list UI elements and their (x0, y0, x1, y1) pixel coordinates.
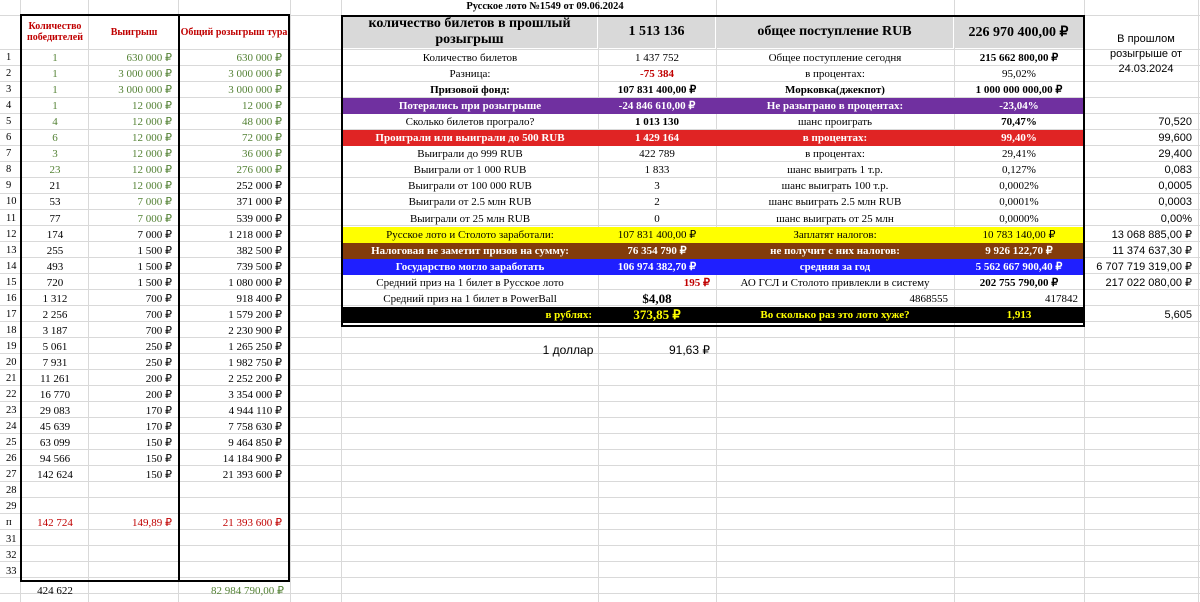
row-number: 31 (6, 533, 17, 545)
row-number: 28 (6, 485, 17, 497)
stat-label[interactable]: Выиграли от 100 000 RUB (408, 180, 532, 193)
stat-value-right[interactable]: 417842 (1045, 292, 1078, 305)
row-number: 9 (6, 180, 12, 192)
stat-label[interactable]: Сколько билетов програло? (405, 116, 535, 129)
header-value-total-income[interactable]: 226 970 400,00 ₽ (954, 16, 1084, 48)
cell-winners[interactable]: 1 (52, 100, 58, 113)
cell-prize[interactable]: 630 000 ₽ (126, 52, 172, 64)
stat-label-right[interactable]: Общее поступление сегодня (768, 52, 902, 64)
stat-label-right[interactable]: шанс выиграть 100 т.р. (781, 180, 889, 193)
cell-winners[interactable]: 1 312 (42, 292, 68, 305)
cell-winners[interactable]: 94 566 (39, 453, 71, 466)
cell-prize[interactable]: 12 000 ₽ (132, 180, 172, 193)
stat-value-right[interactable]: 0,0000% (999, 212, 1039, 225)
row-number: 29 (6, 501, 17, 513)
prev-draw-value[interactable]: 5,605 (1164, 308, 1192, 321)
cell-winners[interactable]: 23 (49, 164, 61, 177)
row-number: 8 (6, 164, 12, 176)
cell-total[interactable]: 1 579 200 ₽ (228, 308, 282, 321)
stat-value-right[interactable]: 9 926 122,70 ₽ (985, 244, 1053, 257)
stat-label[interactable]: Потерялись при розыгрыше (398, 100, 542, 113)
cell-winners[interactable]: 5 061 (42, 340, 68, 353)
stat-label-right[interactable]: шанс выиграть 1 т.р. (787, 164, 883, 177)
stat-value[interactable]: 107 831 400,00 ₽ (617, 228, 697, 241)
cell-total[interactable]: 21 393 600 ₽ (222, 469, 282, 482)
row-number: 2 (6, 68, 12, 80)
stat-label-right[interactable]: в процентах: (805, 68, 865, 81)
cell-winners[interactable]: 4 (52, 116, 58, 129)
cell-winners[interactable]: 11 261 (40, 373, 70, 385)
stat-label[interactable]: Выиграли от 25 млн RUB (409, 212, 531, 225)
row-number: 19 (6, 340, 17, 352)
cell-prize[interactable]: 200 ₽ (145, 389, 172, 402)
row-number: 20 (6, 356, 17, 368)
stat-value-right[interactable]: -23,04% (999, 100, 1039, 113)
stat-label-right[interactable]: АО ГСЛ и Столото привлекли в систему (740, 276, 930, 289)
cell-winners[interactable]: 174 (46, 228, 64, 241)
cell-prize[interactable]: 3 000 000 ₽ (118, 68, 172, 81)
stat-label[interactable]: Призовой фонд: (430, 84, 510, 97)
side-note-prev-draw: В прошлом розыгрыше от 24.03.2024 (1109, 33, 1182, 75)
stat-label[interactable]: Проиграли или выиграли до 500 RUB (375, 132, 565, 145)
stat-value-right[interactable]: 0,0001% (999, 196, 1039, 209)
cell-total[interactable]: 14 184 900 ₽ (222, 453, 282, 466)
cell-prize[interactable]: 200 ₽ (145, 373, 172, 385)
cell-total[interactable]: 12 000 ₽ (242, 100, 282, 113)
cell-prize[interactable]: 1 500 ₽ (137, 276, 172, 289)
stat-value-right[interactable]: 70,47% (1001, 116, 1037, 129)
cell-winners[interactable]: 1 (52, 84, 58, 97)
stat-label[interactable]: Выиграли от 2.5 млн RUB (408, 196, 532, 209)
prev-draw-value[interactable] (1084, 82, 1198, 98)
grid-vline (1198, 0, 1199, 602)
header-label-tickets-prev[interactable]: количество билетов в прошлый розыгрыш (342, 16, 598, 48)
cell-winners[interactable]: 142 724 (37, 517, 73, 530)
cell-total[interactable]: 1 982 750 ₽ (228, 356, 282, 369)
header-prize[interactable]: Выигрыш (110, 26, 158, 38)
prev-draw-value[interactable]: 0,00% (1160, 212, 1192, 225)
stat-value-right[interactable]: 1 000 000 000,00 ₽ (975, 84, 1063, 97)
stat-label-right[interactable]: шанс проиграть (797, 116, 873, 129)
row-number: 12 (6, 228, 17, 240)
row-number: 22 (6, 389, 17, 401)
row-number: 26 (6, 453, 17, 465)
cell-prize[interactable]: 7 000 ₽ (137, 228, 172, 241)
total-winners[interactable]: 424 622 (37, 585, 73, 597)
prev-draw-value[interactable] (1084, 98, 1198, 114)
stat-label-right[interactable]: в процентах: (802, 132, 868, 145)
stat-value[interactable]: 106 974 382,70 ₽ (617, 260, 697, 273)
cell-winners[interactable]: 7 931 (42, 356, 68, 369)
cell-winners[interactable]: 63 099 (39, 437, 71, 450)
stat-label-right[interactable]: не получит с них налогов: (770, 244, 900, 257)
cell-winners[interactable]: 2 256 (42, 308, 68, 321)
row-number: 16 (6, 292, 17, 304)
row-number: 13 (6, 244, 17, 256)
cell-winners[interactable]: 21 (49, 180, 61, 193)
stat-label-right[interactable]: средняя за год (799, 260, 871, 273)
cell-prize[interactable]: 150 ₽ (145, 469, 172, 482)
stat-value[interactable]: 1 429 164 (635, 132, 679, 145)
cell-total[interactable]: 4 944 110 ₽ (228, 405, 282, 418)
stat-label[interactable]: Выиграли от 1 000 RUB (413, 164, 527, 177)
cell-total[interactable]: 371 000 ₽ (236, 196, 282, 209)
cell-winners[interactable]: 1 (52, 52, 58, 64)
stat-value[interactable]: 76 354 790 ₽ (627, 244, 687, 257)
row-number: 1 (6, 52, 12, 63)
cell-total[interactable]: 276 000 ₽ (236, 164, 282, 177)
row-number: 15 (6, 276, 17, 288)
cell-total[interactable]: 7 758 630 ₽ (228, 421, 282, 434)
row-number: 24 (6, 421, 17, 433)
stat-value[interactable]: 373,85 ₽ (633, 306, 681, 322)
row-number: 10 (6, 196, 17, 208)
stat-value-right[interactable]: 10 783 140,00 ₽ (982, 228, 1056, 241)
prev-draw-value[interactable]: 0,083 (1164, 164, 1192, 177)
row-number: 18 (6, 324, 17, 336)
dollar-label: 1 доллар (542, 343, 594, 357)
cell-prize[interactable]: 150 ₽ (145, 437, 172, 450)
cell-winners[interactable]: 6 (52, 132, 58, 145)
cell-total[interactable]: 1 265 250 ₽ (228, 340, 282, 353)
stat-label-right[interactable]: Заплатят налогов: (793, 228, 877, 241)
stat-value-right[interactable]: 29,41% (1002, 148, 1036, 161)
stat-label[interactable]: Средний приз на 1 билет в Русское лото (376, 276, 564, 289)
row-number: 17 (6, 308, 17, 320)
stat-label-right[interactable]: 4868555 (909, 292, 948, 305)
stat-label[interactable]: Выиграли до 999 RUB (417, 148, 523, 161)
prev-draw-value[interactable]: 11 374 637,30 ₽ (1112, 244, 1192, 257)
cell-total[interactable]: 3 354 000 ₽ (228, 389, 282, 402)
stat-label[interactable]: Количество билетов (422, 52, 518, 64)
cell-winners[interactable]: 29 083 (39, 405, 71, 418)
cell-prize[interactable]: 7 000 ₽ (137, 196, 172, 209)
prev-draw-value[interactable]: 70,520 (1158, 116, 1192, 129)
cell-prize[interactable]: 1 500 ₽ (137, 244, 172, 257)
row-number: 23 (6, 405, 17, 417)
cell-total[interactable]: 21 393 600 ₽ (222, 517, 282, 530)
cell-prize[interactable]: 250 ₽ (145, 340, 172, 353)
stat-value[interactable]: 422 789 (639, 148, 675, 161)
cell-prize[interactable]: 700 ₽ (145, 308, 172, 321)
stat-label[interactable]: Средний приз на 1 билет в PowerBall (383, 292, 557, 305)
stat-value-right[interactable]: 202 755 790,00 ₽ (979, 276, 1059, 289)
cell-total[interactable]: 539 000 ₽ (236, 212, 282, 225)
cell-winners[interactable]: 493 (46, 260, 64, 273)
prev-draw-value[interactable]: 217 022 080,00 ₽ (1105, 276, 1192, 289)
row-number: 5 (6, 116, 12, 128)
prev-draw-value[interactable]: 0,0005 (1158, 180, 1192, 193)
stat-value-right[interactable]: 1,913 (1006, 308, 1032, 321)
cell-total[interactable]: 72 000 ₽ (242, 132, 282, 145)
winners-table-frame (20, 14, 290, 582)
cell-total[interactable]: 3 000 000 ₽ (228, 84, 282, 97)
stat-value-right[interactable]: 5 562 667 900,40 ₽ (975, 260, 1063, 273)
prev-draw-value[interactable]: 0,0003 (1158, 196, 1192, 209)
prev-draw-value[interactable]: 29,400 (1158, 148, 1192, 161)
stat-value[interactable]: 3 (654, 180, 660, 193)
stat-value-right[interactable]: 95,02% (1002, 68, 1036, 81)
header-winners[interactable]: Количество победителей (27, 21, 83, 43)
stat-value-right[interactable]: 99,40% (1001, 132, 1037, 145)
cell-total[interactable]: 2 252 200 ₽ (228, 373, 282, 385)
cell-winners[interactable]: 720 (46, 276, 64, 289)
stat-value-right[interactable]: 0,0002% (999, 180, 1039, 193)
cell-winners[interactable]: 3 (52, 148, 58, 161)
cell-winners[interactable]: 3 187 (42, 324, 68, 337)
cell-prize[interactable]: 3 000 000 ₽ (118, 84, 172, 97)
stat-value[interactable]: 1 833 (644, 164, 670, 177)
stat-value[interactable]: 107 831 400,00 ₽ (617, 84, 697, 97)
cell-total[interactable]: 36 000 ₽ (242, 148, 282, 161)
cell-total[interactable]: 1 080 000 ₽ (228, 276, 282, 289)
stats-table-frame (341, 15, 1085, 327)
stat-label[interactable]: в рублях: (545, 308, 592, 321)
cell-total[interactable]: 630 000 ₽ (236, 52, 282, 64)
stat-label-right[interactable]: Во сколько раз это лото хуже? (760, 308, 910, 321)
prev-draw-value[interactable] (1084, 291, 1198, 307)
row-number: 6 (6, 132, 12, 144)
row-number: 4 (6, 100, 12, 112)
stat-value-right[interactable]: 0,127% (1002, 164, 1036, 177)
cell-total[interactable]: 918 400 ₽ (236, 292, 282, 305)
stat-label[interactable]: Русское лото и Столото заработали: (386, 228, 554, 241)
prev-draw-value[interactable] (1084, 66, 1198, 82)
stat-label-right[interactable]: в процентах: (805, 148, 865, 161)
cell-prize[interactable]: 12 000 ₽ (132, 148, 172, 161)
cell-total[interactable]: 739 500 ₽ (236, 260, 282, 273)
stat-label-right[interactable]: Не разыграно в процентах: (766, 100, 904, 113)
row-number: 21 (6, 373, 17, 384)
cell-total[interactable]: 382 500 ₽ (236, 244, 282, 257)
stat-value[interactable]: 195 ₽ (683, 276, 710, 289)
cell-prize[interactable]: 700 ₽ (145, 324, 172, 337)
stat-label[interactable]: Государство могло заработать (395, 260, 545, 273)
stat-label[interactable]: Разница: (449, 68, 491, 81)
cell-prize[interactable]: 250 ₽ (145, 356, 172, 369)
row-number: 7 (6, 148, 12, 160)
cell-prize[interactable]: 150 ₽ (145, 453, 172, 466)
cell-winners[interactable]: 142 624 (37, 469, 73, 482)
cell-winners[interactable]: 16 770 (39, 389, 71, 402)
cell-winners[interactable]: 255 (46, 244, 64, 257)
stat-value[interactable]: -75 384 (640, 68, 674, 81)
stat-value[interactable]: 1 437 752 (635, 52, 679, 64)
stat-label[interactable]: Налоговая не заметит призов на сумму: (371, 244, 569, 257)
cell-prize[interactable]: 12 000 ₽ (132, 116, 172, 129)
row-number: 11 (6, 212, 17, 224)
header-total[interactable]: Общий розыгрыш тура (180, 26, 288, 38)
sheet-title: Русское лото №1549 от 09.06.2024 (466, 1, 624, 12)
cell-prize[interactable]: 170 ₽ (145, 421, 172, 434)
stat-label-right[interactable]: шанс выиграть 2.5 млн RUB (768, 196, 902, 209)
cell-prize[interactable]: 149,89 ₽ (132, 517, 172, 530)
cell-total[interactable]: 1 218 000 ₽ (228, 228, 282, 241)
cell-total[interactable]: 48 000 ₽ (242, 116, 282, 129)
row-number: 27 (6, 469, 17, 481)
cell-prize[interactable]: 12 000 ₽ (132, 132, 172, 145)
prev-draw-value[interactable]: 99,600 (1158, 132, 1192, 145)
cell-winners[interactable]: 53 (49, 196, 61, 209)
prev-draw-value[interactable]: 13 068 885,00 ₽ (1111, 228, 1192, 241)
prev-draw-value[interactable]: 6 707 719 319,00 ₽ (1096, 260, 1192, 273)
total-sum[interactable]: 82 984 790,00 ₽ (211, 585, 284, 597)
cell-winners[interactable]: 77 (49, 212, 61, 225)
header-label-total-income[interactable]: общее поступление RUB (716, 16, 954, 48)
stat-value[interactable]: 2 (654, 196, 660, 209)
header-value-tickets-prev[interactable]: 1 513 136 (598, 16, 716, 48)
stat-label-right[interactable]: Морковка(джекпот) (785, 84, 885, 97)
stat-value[interactable]: 0 (654, 212, 660, 225)
stat-label-right[interactable]: шанс выиграть от 25 млн (776, 212, 894, 225)
cell-winners[interactable]: 45 639 (39, 421, 71, 434)
row-number: 25 (6, 437, 17, 449)
cell-winners[interactable]: 1 (52, 68, 58, 81)
row-number: 32 (6, 549, 17, 561)
stat-value-right[interactable]: 215 662 800,00 ₽ (979, 52, 1059, 64)
row-number: п (6, 517, 12, 529)
stat-value[interactable]: -24 846 610,00 ₽ (618, 100, 696, 113)
cell-prize[interactable]: 1 500 ₽ (137, 260, 172, 273)
cell-prize[interactable]: 12 000 ₽ (132, 164, 172, 177)
prev-draw-value[interactable] (1084, 50, 1198, 66)
grid-vline (290, 0, 291, 602)
cell-total[interactable]: 3 000 000 ₽ (228, 68, 282, 81)
stat-value[interactable]: $4,08 (642, 290, 672, 306)
row-number: 33 (6, 565, 17, 577)
cell-prize[interactable]: 170 ₽ (145, 405, 172, 418)
stat-value[interactable]: 1 013 130 (635, 116, 679, 129)
cell-prize[interactable]: 12 000 ₽ (132, 100, 172, 113)
cell-prize[interactable]: 7 000 ₽ (137, 212, 172, 225)
dollar-value[interactable]: 91,63 ₽ (669, 343, 710, 357)
row-number: 3 (6, 84, 12, 96)
row-number: 14 (6, 260, 17, 272)
cell-prize[interactable]: 700 ₽ (145, 292, 172, 305)
cell-total[interactable]: 252 000 ₽ (236, 180, 282, 193)
cell-total[interactable]: 2 230 900 ₽ (228, 324, 282, 337)
cell-total[interactable]: 9 464 850 ₽ (228, 437, 282, 450)
